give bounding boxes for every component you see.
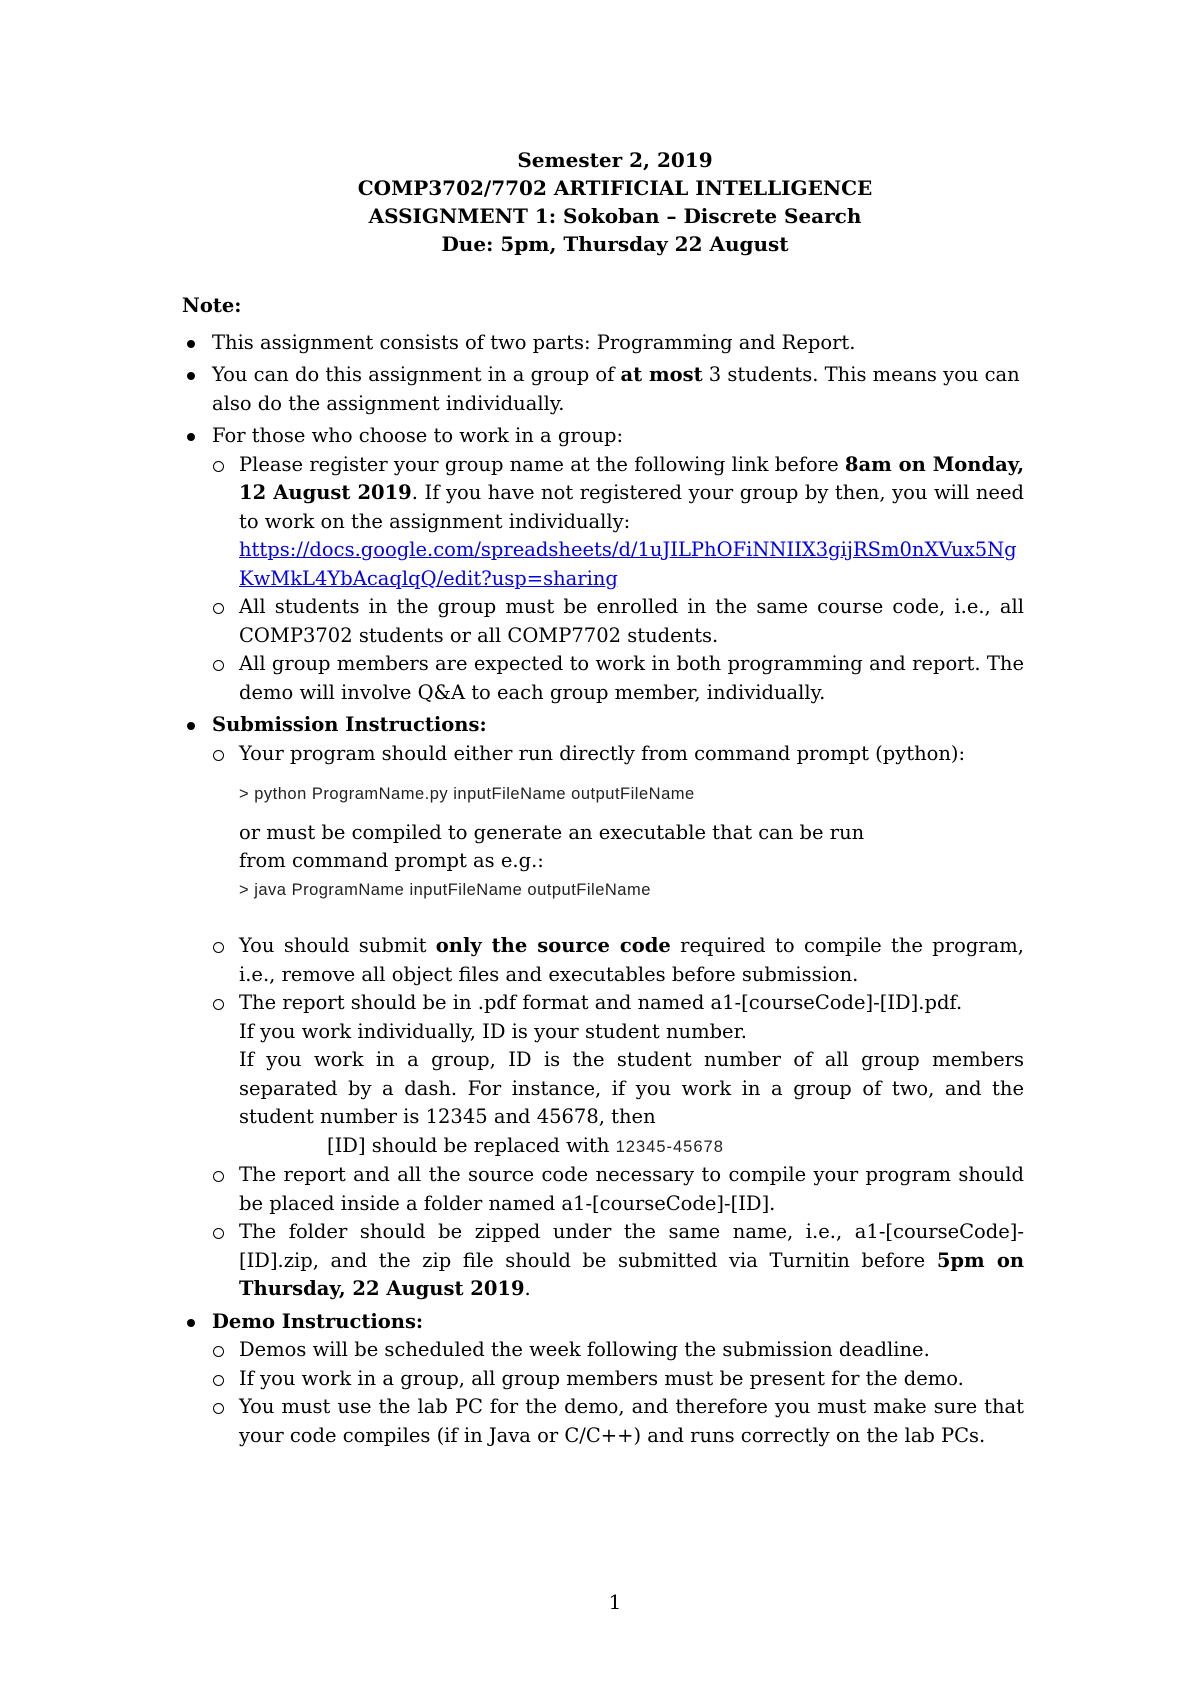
bullet-parts xyxy=(182,329,1024,358)
note-heading: Note: xyxy=(182,294,242,317)
bullet-circle-icon xyxy=(213,942,224,953)
sub-bullet-text: . xyxy=(524,1277,531,1300)
bullet-group-size xyxy=(182,361,1024,418)
sub-bullet-lab xyxy=(212,1393,1024,1450)
sub-bullet-text: If you work in a group, ID is the student number of all group members separated by a dash. For instance, if you work in a group of two, and the student number is 12345 and 45678, then xyxy=(239,1048,1024,1128)
sub-bullet-text: The report and all the source code necessary to compile your program should be placed inside a folder named a1-[courseCode]-[ID]. xyxy=(239,1163,1024,1215)
page-number: 1 xyxy=(608,1590,622,1614)
bullet-group-work xyxy=(182,422,1024,707)
id-example: 12345-45678 xyxy=(615,1137,724,1156)
course-line: COMP3702/7702 ARTIFICIAL INTELLIGENCE xyxy=(357,176,873,200)
bullet-circle-icon xyxy=(213,603,224,614)
bullet-circle-icon xyxy=(213,461,224,472)
demo-heading: Demo Instructions: xyxy=(212,1309,424,1333)
sub-bullet-text: [ID] should be replaced with xyxy=(327,1133,616,1157)
sub-bullet-text: required to compile the program, i.e., remove all object files and executables before submission. xyxy=(239,934,1024,986)
bullet-text: This assignment consists of two parts: Programming and Report. xyxy=(212,330,856,354)
sub-bullet-source xyxy=(212,932,1024,989)
sub-bullet-text: The folder should be zipped under the same name, i.e., a1-[courseCode]-[ID].zip, and the zip file should be submitted via Turnitin before xyxy=(239,1220,1024,1272)
sub-bullet-text: All students in the group must be enrolled in the same course code, i.e., all COMP3702 students or all COMP7702 students. xyxy=(239,595,1024,647)
sub-bullet-bold-text: 8am on Monday, 12 August 2019 xyxy=(239,452,1024,504)
bullet-circle-icon xyxy=(213,1171,224,1182)
python-command: > python ProgramName.py inputFileName outputFileName xyxy=(239,785,695,803)
bullet-dot-icon xyxy=(187,372,195,380)
bullet-text: For those who choose to work in a group: xyxy=(212,424,624,447)
bullet-circle-icon xyxy=(213,1375,224,1386)
bullet-dot-icon xyxy=(187,433,195,441)
sub-bullet-register xyxy=(212,451,1024,594)
bullet-dot-icon xyxy=(187,722,195,730)
bullet-circle-icon xyxy=(213,660,224,671)
bullet-circle-icon xyxy=(213,750,224,761)
bullet-dot-icon xyxy=(187,1319,195,1327)
sub-bullet-bold-text: only the source code xyxy=(435,934,671,957)
sub-bullet-report xyxy=(212,989,1024,1161)
bullet-circle-icon xyxy=(213,999,224,1010)
bullet-dot-icon xyxy=(187,340,195,348)
sub-bullet-text: Your program should either run directly from command prompt (python): xyxy=(239,741,966,765)
bullet-text: You can do this assignment in a group of xyxy=(212,363,621,386)
bullet-text: 3 students. This means you can also do the assignment individually. xyxy=(212,363,1020,415)
sub-bullet-present xyxy=(212,1365,1024,1394)
bullet-circle-icon xyxy=(213,1346,224,1357)
bullet-circle-icon xyxy=(213,1403,224,1414)
sub-bullet-bold-text: 5pm on Thursday, 22 August 2019 xyxy=(239,1248,1025,1300)
registration-link[interactable]: https://docs.google.com/spreadsheets/d/1uJILPhOFiNNIIX3gijRSm0nXVux5NgKwMkL4YbAcaqlqQ/edit?usp=sharing xyxy=(239,538,1017,590)
sub-bullet-text: The report should be in .pdf format and named a1-[courseCode]-[ID].pdf. xyxy=(239,991,963,1014)
title-block xyxy=(0,146,1200,258)
sub-bullet-text: . If you have not registered your group by then, you will need to work on the assignment individually: xyxy=(239,481,1024,533)
sub-bullet-zip xyxy=(212,1218,1024,1304)
sub-bullet-text: If you work individually, ID is your student number. xyxy=(239,1019,747,1043)
sub-bullet-text: You should submit xyxy=(239,934,436,957)
bullet-submission xyxy=(182,711,1024,1304)
sub-bullet-enrolled xyxy=(212,593,1024,650)
due-line: Due: 5pm, Thursday 22 August xyxy=(441,232,789,256)
sub-bullet-text: Please register your group name at the following link before xyxy=(239,452,845,476)
sub-bullet-text: Demos will be scheduled the week following the submission deadline. xyxy=(239,1338,930,1361)
sub-bullet-text: All group members are expected to work in both programming and report. The demo will involve Q&A to each group member, individually. xyxy=(239,652,1024,704)
sub-bullet-members xyxy=(212,650,1024,707)
sub-bullet-folder xyxy=(212,1161,1024,1218)
bullet-demo xyxy=(182,1308,1024,1451)
document-body xyxy=(182,292,1024,1454)
bullet-bold-text: at most xyxy=(620,363,703,386)
sub-bullet-run xyxy=(212,740,1024,905)
assignment-line: ASSIGNMENT 1: Sokoban – Discrete Search xyxy=(368,204,862,228)
sub-bullet-scheduled xyxy=(212,1336,1024,1365)
java-command: > java ProgramName inputFileName outputFileName xyxy=(239,880,651,899)
id-replacement-line xyxy=(239,1132,1024,1162)
sub-bullet-text: You must use the lab PC for the demo, and therefore you must make sure that your code compiles (if in Java or C/C++) and runs correctly on the lab PCs. xyxy=(239,1395,1024,1447)
semester-line: Semester 2, 2019 xyxy=(517,148,713,172)
sub-bullet-text: If you work in a group, all group members must be present for the demo. xyxy=(239,1366,964,1390)
sub-bullet-text: or must be compiled to generate an executable that can be run from command prompt as e.g.: xyxy=(239,820,865,872)
bullet-circle-icon xyxy=(213,1228,224,1239)
submission-heading: Submission Instructions: xyxy=(212,713,487,736)
